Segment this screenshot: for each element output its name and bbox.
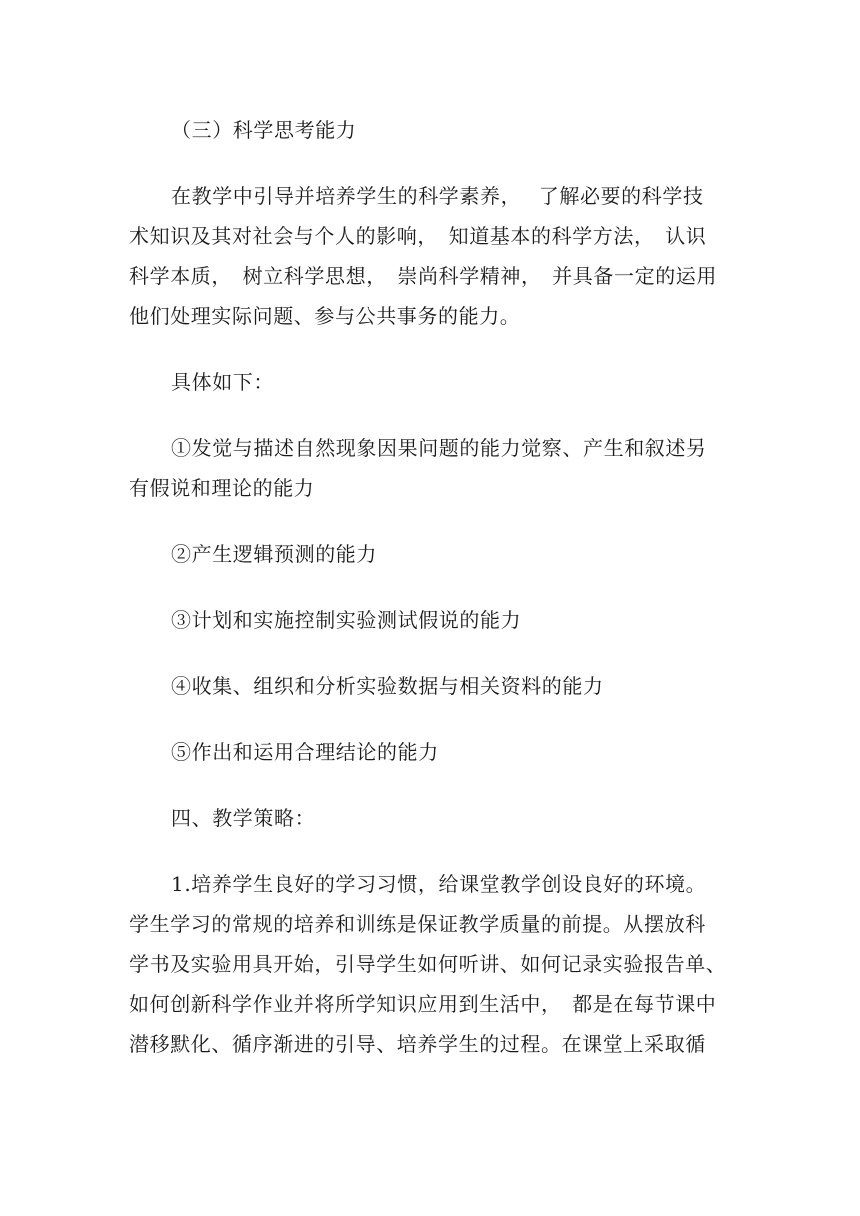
paragraph-intro: 具体如下： bbox=[171, 370, 274, 394]
paragraph-science-literacy bbox=[129, 176, 732, 336]
paragraph-line: 学书及实验用具开始，引导学生如何听讲、如何记录实验报告单、 bbox=[129, 952, 727, 976]
paragraph-line: 1.培养学生良好的学习习惯，给课堂教学创设良好的环境。 bbox=[171, 872, 707, 896]
paragraph-line: 学生学习的常规的培养和训练是保证教学质量的前提。从摆放科 bbox=[129, 912, 706, 936]
list-item-2: ②产生逻辑预测的能力 bbox=[171, 542, 377, 566]
list-item-line: 有假说和理论的能力 bbox=[129, 476, 315, 500]
list-item-line: ①发觉与描述自然现象因果问题的能力觉察、产生和叙述另 bbox=[171, 436, 707, 460]
paragraph-line: 科学本质， 树立科学思想， 崇尚科学精神， 并具备一定的运用 bbox=[129, 264, 717, 288]
list-item-1 bbox=[129, 428, 732, 508]
section-heading: （三）科学思考能力 bbox=[171, 118, 357, 142]
paragraph-line: 潜移默化、循序渐进的引导、培养学生的过程。在课堂上采取循 bbox=[129, 1032, 706, 1056]
section-heading-strategy: 四、教学策略： bbox=[171, 806, 316, 830]
list-item-3: ③计划和实施控制实验测试假说的能力 bbox=[171, 608, 522, 632]
paragraph-line: 如何创新科学作业并将所学知识应用到生活中， 都是在每节课中 bbox=[129, 992, 717, 1016]
paragraph-line: 术知识及其对社会与个人的影响， 知道基本的科学方法， 认识 bbox=[129, 224, 707, 248]
list-item-4: ④收集、组织和分析实验数据与相关资料的能力 bbox=[171, 674, 604, 698]
document-body bbox=[129, 110, 732, 1064]
list-item-5: ⑤作出和运用合理结论的能力 bbox=[171, 740, 439, 764]
paragraph-line: 他们处理实际问题、参与公共事务的能力。 bbox=[129, 304, 521, 328]
paragraph-line: 在教学中引导并培养学生的科学素养， 了解必要的科学技 bbox=[171, 184, 704, 208]
paragraph-habits bbox=[129, 864, 732, 1064]
